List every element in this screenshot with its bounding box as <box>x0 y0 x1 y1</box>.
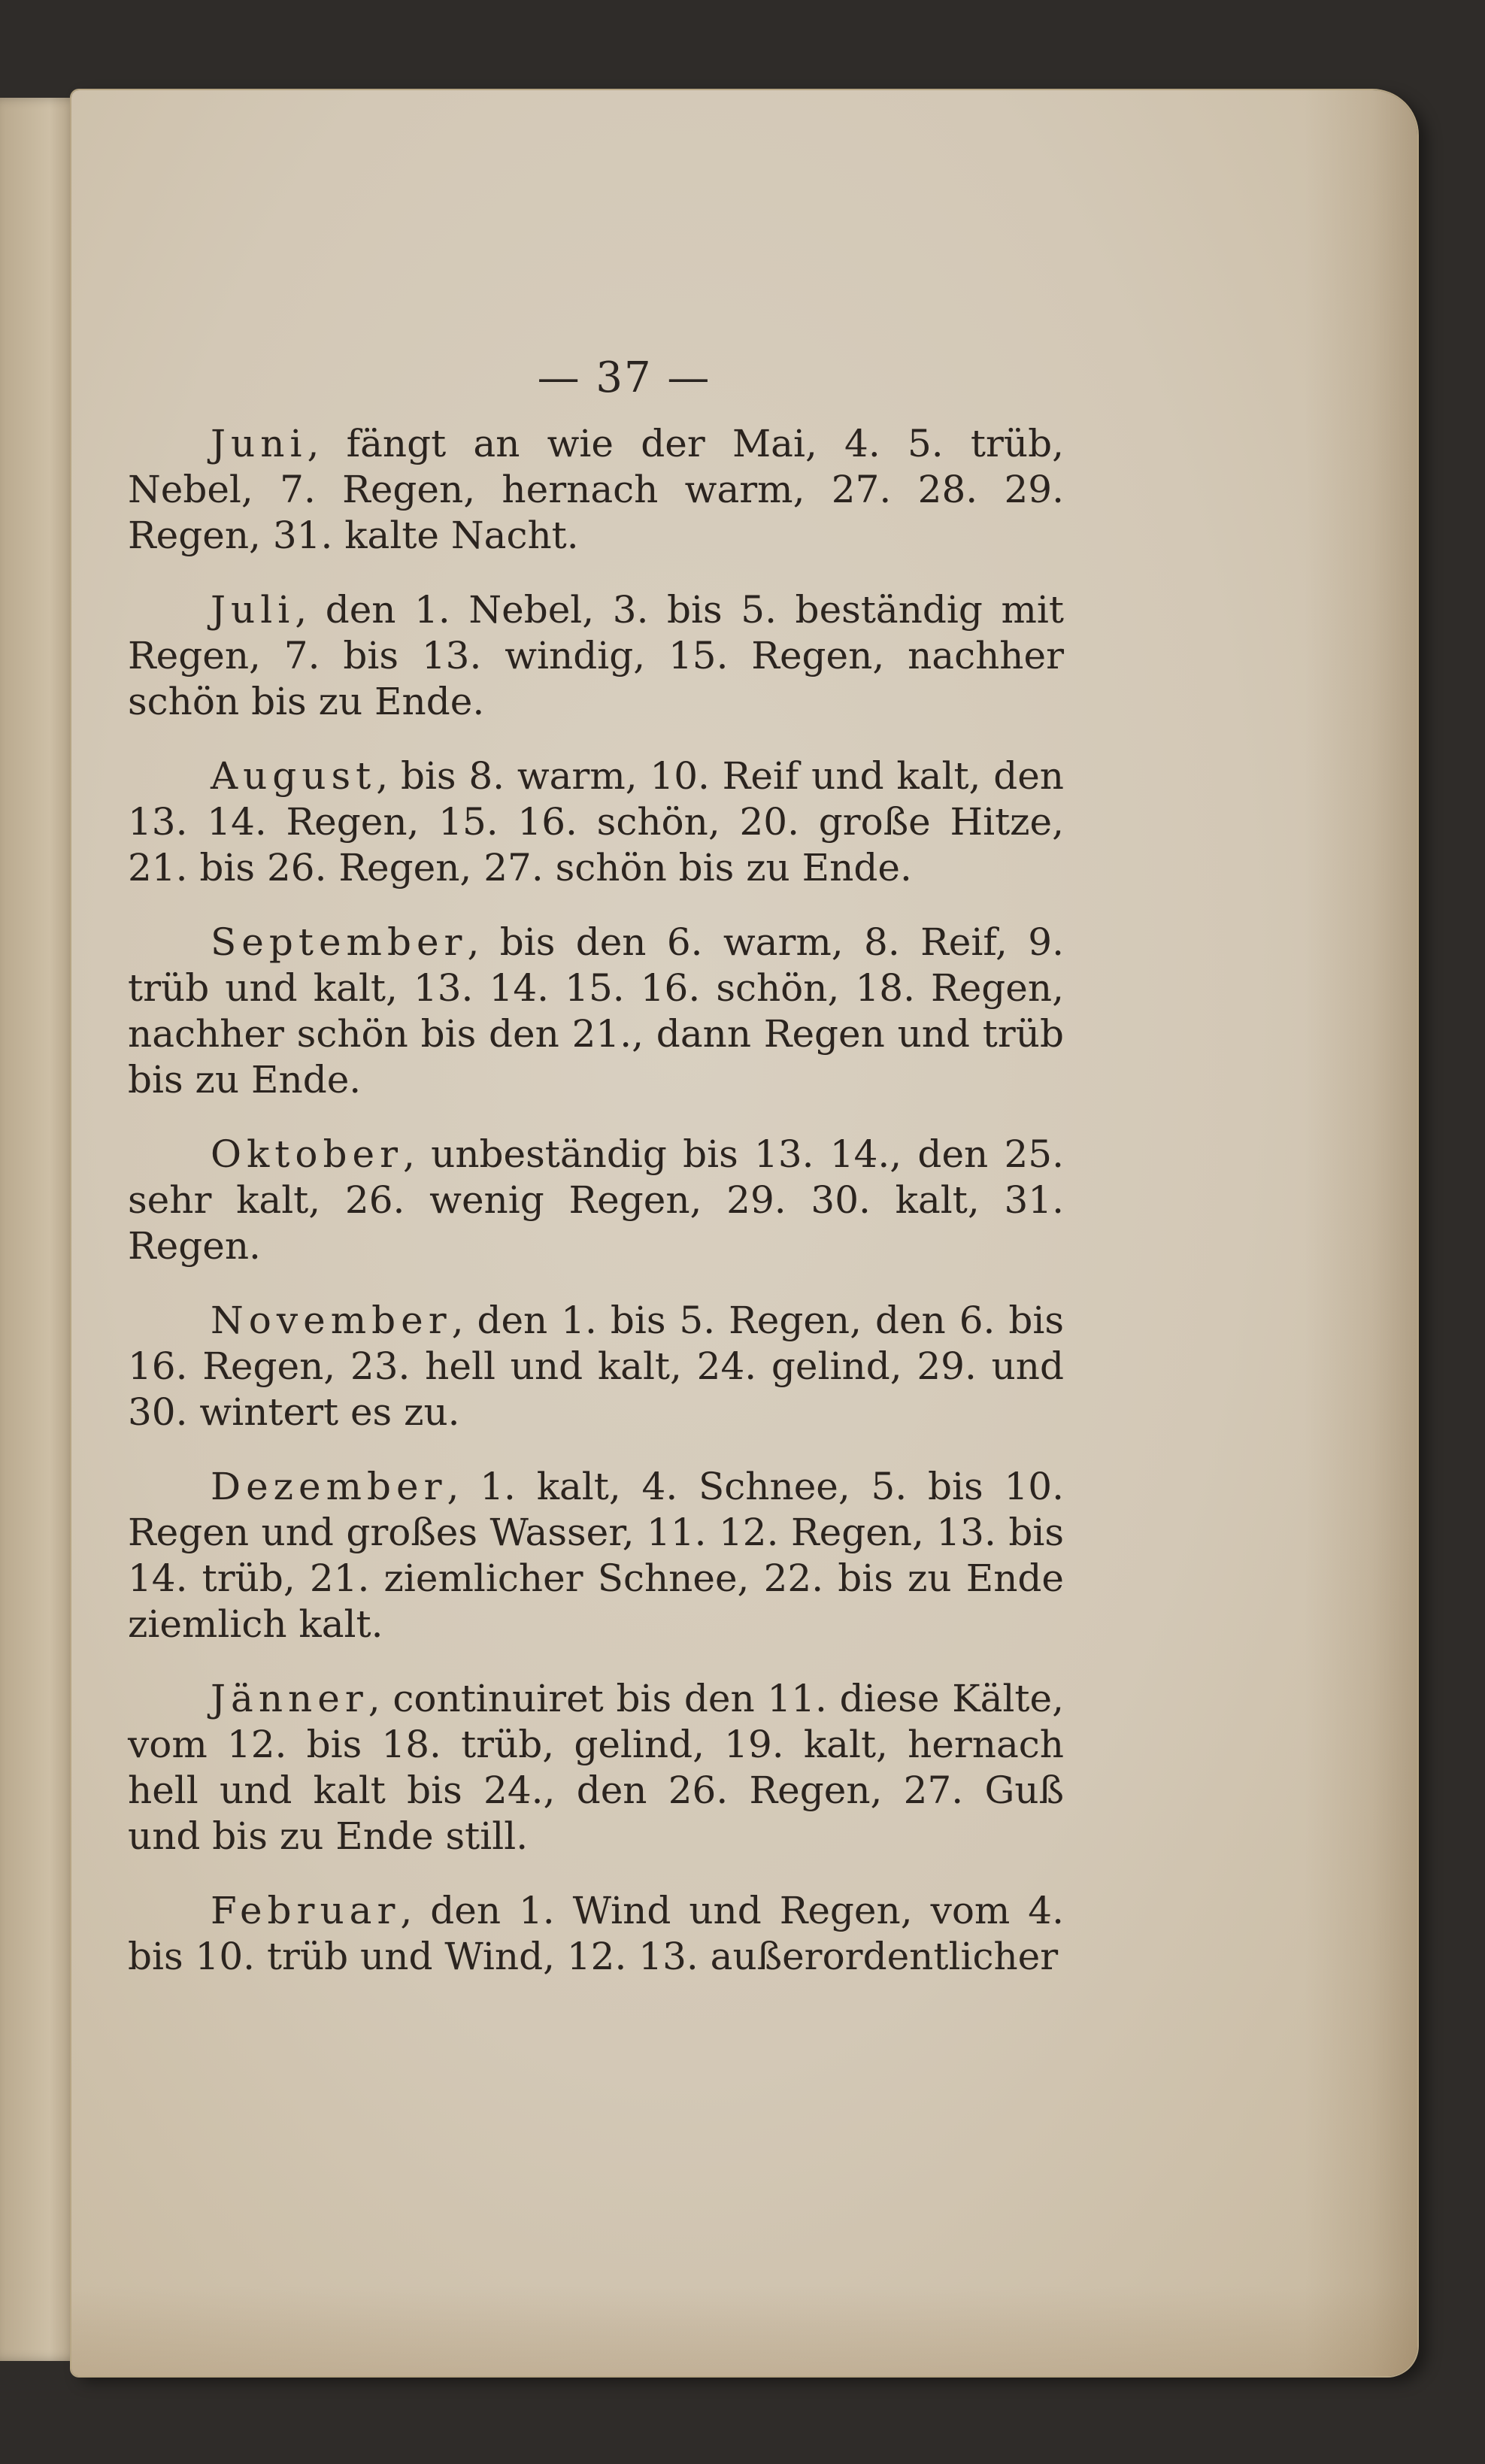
month-name: Dezember <box>211 1465 447 1508</box>
month-name: Jänner <box>211 1677 368 1720</box>
entry-februar <box>128 1888 1064 1980</box>
page-number: — 37 — <box>537 353 711 402</box>
entry-text: , fängt an wie der Mai, 4. 5. trüb, Nebel, 7. Regen, hernach warm, 27. 28. 29. Regen, 31. kalte Nacht. <box>128 422 1064 557</box>
entry-juli <box>128 587 1064 725</box>
month-name: August <box>211 754 377 798</box>
month-name: Februar <box>211 1889 401 1932</box>
entry-text: , den 1. Nebel, 3. bis 5. beständig mit Regen, 7. bis 13. windig, 15. Regen, nachher schön bis zu Ende. <box>128 588 1064 723</box>
entry-text: , bis den 6. warm, 8. Reif, 9. trüb und kalt, 13. 14. 15. 16. schön, 18. Regen, nachher schön bis den 21., dann Regen und trüb bis zu Ende. <box>128 920 1064 1102</box>
entry-text: , continuiret bis den 11. diese Kälte, vom 12. bis 18. trüb, gelind, 19. kalt, hernach hell und kalt bis 24., den 26. Regen, 27. Guß und bis zu Ende still. <box>128 1677 1064 1858</box>
month-name: Juni <box>211 422 308 465</box>
entry-text: , bis 8. warm, 10. Reif und kalt, den 13. 14. Regen, 15. 16. schön, 20. große Hitze, 21. bis 26. Regen, 27. schön bis zu Ende. <box>128 754 1064 890</box>
entry-text: , 1. kalt, 4. Schnee, 5. bis 10. Regen und großes Wasser, 11. 12. Regen, 13. bis 14. trüb, 21. ziemlicher Schnee, 22. bis zu Ende ziemlich kalt. <box>128 1465 1064 1646</box>
entry-dezember <box>128 1464 1064 1647</box>
month-name: November <box>211 1299 452 1342</box>
entry-august <box>128 753 1064 891</box>
entry-november <box>128 1298 1064 1435</box>
page-edge-shading <box>1305 90 1417 2376</box>
entry-juni <box>128 421 1064 559</box>
month-name: Juli <box>211 588 295 632</box>
entry-oktober <box>128 1132 1064 1269</box>
entry-text: , den 1. bis 5. Regen, den 6. bis 16. Regen, 23. hell und kalt, 24. gelind, 29. und 30. wintert es zu. <box>128 1299 1064 1434</box>
entry-text: , unbeständig bis 13. 14., den 25. sehr kalt, 26. wenig Regen, 29. 30. kalt, 31. Regen. <box>128 1132 1064 1268</box>
page-bottom-shading <box>71 2286 1417 2376</box>
entry-text: , den 1. Wind und Regen, vom 4. bis 10. trüb und Wind, 12. 13. außerordentlicher <box>128 1889 1064 1978</box>
month-name: September <box>211 920 468 964</box>
month-name: Oktober <box>211 1132 403 1176</box>
weather-chronicle-text <box>128 421 1064 2008</box>
entry-jaenner <box>128 1676 1064 1859</box>
left-page-edge <box>0 98 83 2361</box>
entry-september <box>128 920 1064 1103</box>
